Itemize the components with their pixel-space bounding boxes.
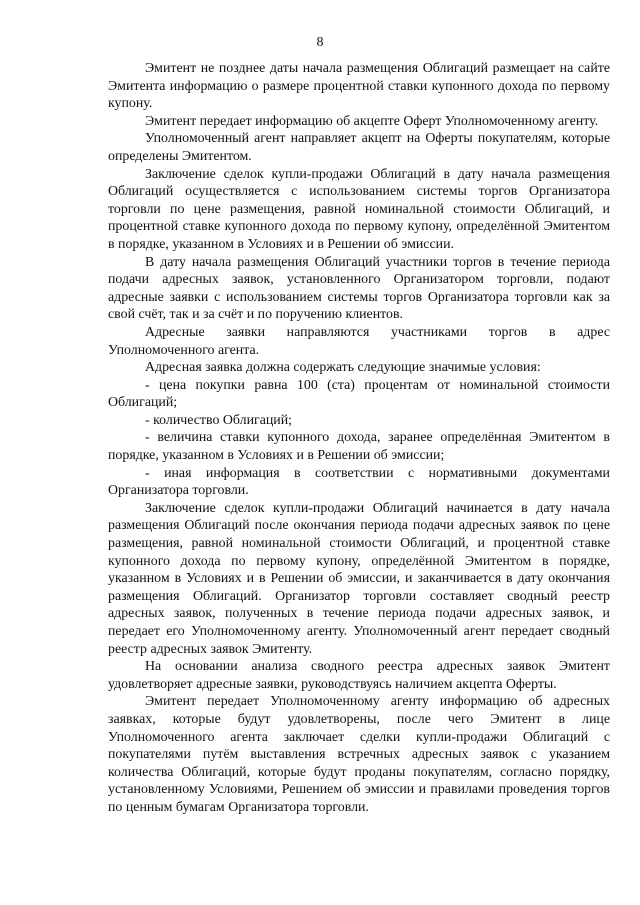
- paragraph: Заключение сделок купли-продажи Облигаций начинается в дату начала размещения Облигаций после окончания периода подачи адресных заявок по цене размещения, равной номинальной стоимости Облигаций, и процентной ставке купонного дохода по первому купону, определённой Эмитентом в порядке, указанном в Условиях и в Решении об эмиссии, и заканчивается в дату окончания размещения Облигаций. Организатор торговли составляет сводный реестр адресных заявок, полученных в течение периода подачи адресных заявок, и передает его Уполномоченному агенту. Уполномоченный агент передает сводный реестр адресных заявок Эмитенту.: [108, 500, 610, 657]
- list-item: - иная информация в соответствии с нормативными документами Организатора торговли.: [108, 465, 610, 499]
- paragraph: Эмитент не позднее даты начала размещения Облигаций размещает на сайте Эмитента информацию о размере процентной ставки купонного дохода по первому купону.: [108, 61, 610, 112]
- paragraph: В дату начала размещения Облигаций участники торгов в течение периода подачи адресных заявок, установленного Организатором торговли, подают адресные заявки с использованием системы торгов Организатора торговли как за свой счёт, так и за счёт и по поручению клиентов.: [108, 254, 610, 323]
- list-item: - цена покупки равна 100 (ста) процентам от номинальной стоимости Облигаций;: [108, 377, 610, 411]
- paragraph: Заключение сделок купли-продажи Облигаций в дату начала размещения Облигаций осуществляется с использованием системы торгов Организатора торговли по цене размещения, равной номинальной стоимости Облигаций, и процентной ставке купонного дохода по первому купону, определённой Эмитентом в порядке, указанном в Условиях и в Решении об эмиссии.: [108, 166, 610, 252]
- page-number: 8: [316, 35, 324, 50]
- document-body: [108, 60, 610, 817]
- paragraph: Эмитент передает информацию об акцепте Оферт Уполномоченному агенту.: [145, 113, 599, 129]
- paragraph: На основании анализа сводного реестра адресных заявок Эмитент удовлетворяет адресные заявки, руководствуясь наличием акцепта Оферты.: [108, 659, 610, 692]
- paragraph: Уполномоченный агент направляет акцепт на Оферты покупателям, которые определены Эмитентом.: [108, 131, 610, 164]
- paragraph: Эмитент передает Уполномоченному агенту информацию об адресных заявках, которые будут удовлетворены, после чего Эмитент в лице Уполномоченного агента заключает сделки купли-продажи Облигаций с покупателями путём выставления встречных адресных заявок с указанием количества Облигаций, которые будут проданы покупателям, согласно порядку, установленному Условиями, Решением об эмиссии и правилами проведения торгов по ценным бумагам Организатора торговли.: [108, 694, 610, 815]
- list-item: - величина ставки купонного дохода, заранее определённая Эмитентом в порядке, указанном в Условиях и в Решении об эмиссии;: [108, 430, 610, 464]
- paragraph: Адресные заявки направляются участниками торгов в адрес Уполномоченного агента.: [108, 324, 610, 358]
- list-item: - количество Облигаций;: [145, 412, 293, 428]
- paragraph: Адресная заявка должна содержать следующие значимые условия:: [145, 360, 541, 376]
